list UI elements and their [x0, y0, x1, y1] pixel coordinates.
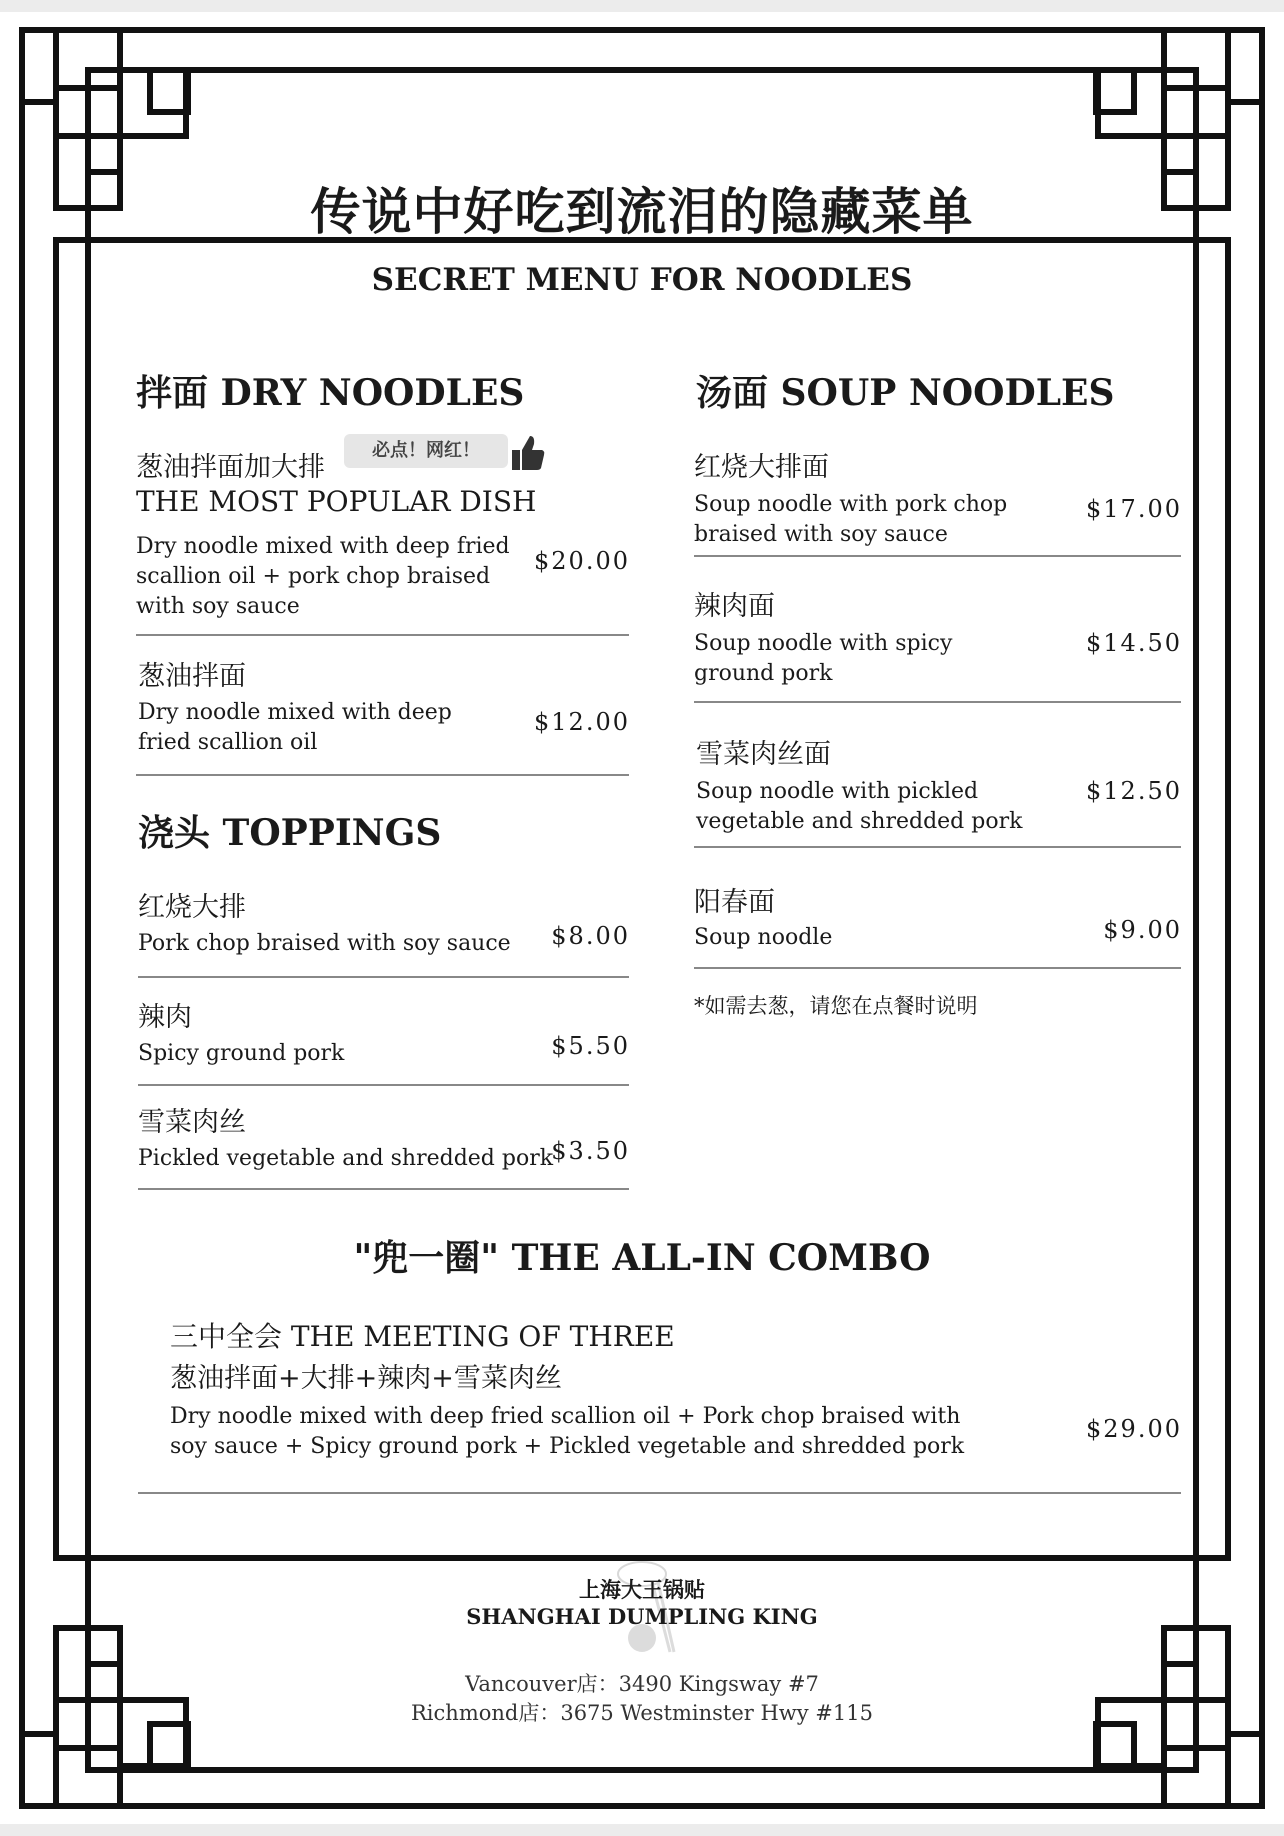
- divider: [694, 701, 1181, 703]
- item-description: Dry noodle mixed with deep fried scallion oil: [138, 700, 452, 755]
- item-description: Soup noodle: [694, 925, 833, 950]
- item-price: $8.00: [551, 922, 630, 950]
- item-name-zh: 红烧大排面: [694, 452, 829, 483]
- item-name-zh: 葱油拌面: [138, 661, 246, 692]
- divider: [138, 976, 629, 978]
- address-richmond: Richmond店：3675 Westminster Hwy #115: [411, 1701, 873, 1725]
- dry-noodles-heading: 拌面 DRY NOODLES: [136, 372, 525, 414]
- item-price: $12.50: [1086, 777, 1182, 805]
- combo-name: 三中全会 THE MEETING OF THREE: [170, 1320, 675, 1353]
- item-description: Soup noodle with pickled vegetable and shredded pork: [696, 779, 1023, 834]
- combo-price: $29.00: [1086, 1415, 1182, 1443]
- thumbs-up-icon: [510, 434, 546, 472]
- soup-noodles-heading: 汤面 SOUP NOODLES: [696, 372, 1115, 414]
- item-description: Soup noodle with pork chop braised with soy sauce: [694, 492, 1008, 547]
- item-name-zh: 雪菜肉丝面: [696, 739, 831, 770]
- divider: [694, 555, 1181, 557]
- item-price: $12.00: [534, 708, 630, 736]
- item-name-zh: 葱油拌面加大排: [136, 452, 325, 483]
- item-description: Pork chop braised with soy sauce: [138, 931, 511, 956]
- item-price: $17.00: [1086, 495, 1182, 523]
- item-name-zh: 辣肉面: [694, 591, 775, 622]
- item-description: Dry noodle mixed with deep fried scallion oil + pork chop braised with soy sauce: [136, 534, 510, 619]
- item-tagline: THE MOST POPULAR DISH: [136, 485, 537, 518]
- item-price: $14.50: [1086, 629, 1182, 657]
- restaurant-name-zh: 上海大王锅贴: [579, 1577, 705, 1602]
- restaurant-name-en: SHANGHAI DUMPLING KING: [466, 1604, 818, 1629]
- toppings-heading: 浇头 TOPPINGS: [138, 812, 442, 854]
- item-price: $3.50: [551, 1137, 630, 1165]
- divider: [136, 774, 629, 776]
- divider: [694, 967, 1181, 969]
- item-price: $9.00: [1103, 916, 1182, 944]
- divider: [138, 1188, 629, 1190]
- divider: [694, 846, 1181, 848]
- item-name-zh: 红烧大排: [138, 892, 246, 923]
- combo-description: Dry noodle mixed with deep fried scallion oil + Pork chop braised with soy sauce + Spicy ground pork + Pickled vegetable and shredded pork: [170, 1404, 965, 1459]
- popular-badge: 必点！网红！: [344, 434, 508, 468]
- item-name-zh: 阳春面: [694, 887, 775, 918]
- item-name-zh: 辣肉: [138, 1002, 192, 1033]
- page-title-zh: 传说中好吃到流泪的隐藏菜单: [310, 182, 974, 241]
- divider: [136, 634, 629, 636]
- item-description: Soup noodle with spicy ground pork: [694, 631, 953, 686]
- allergy-note: *如需去葱，请您在点餐时说明: [694, 994, 978, 1018]
- item-name-zh: 雪菜肉丝: [138, 1107, 246, 1138]
- item-price: $20.00: [534, 547, 630, 575]
- item-price: $5.50: [551, 1032, 630, 1060]
- page-title-en: SECRET MENU FOR NOODLES: [371, 262, 913, 298]
- menu-page: [0, 12, 1284, 1824]
- address-vancouver: Vancouver店：3490 Kingsway #7: [465, 1672, 819, 1696]
- combo-heading: "兜一圈" THE ALL-IN COMBO: [353, 1237, 931, 1279]
- item-description: Pickled vegetable and shredded pork: [138, 1146, 554, 1171]
- divider: [138, 1084, 629, 1086]
- combo-components-zh: 葱油拌面+大排+辣肉+雪菜肉丝: [170, 1363, 562, 1394]
- divider: [138, 1492, 1181, 1494]
- item-description: Spicy ground pork: [138, 1041, 345, 1066]
